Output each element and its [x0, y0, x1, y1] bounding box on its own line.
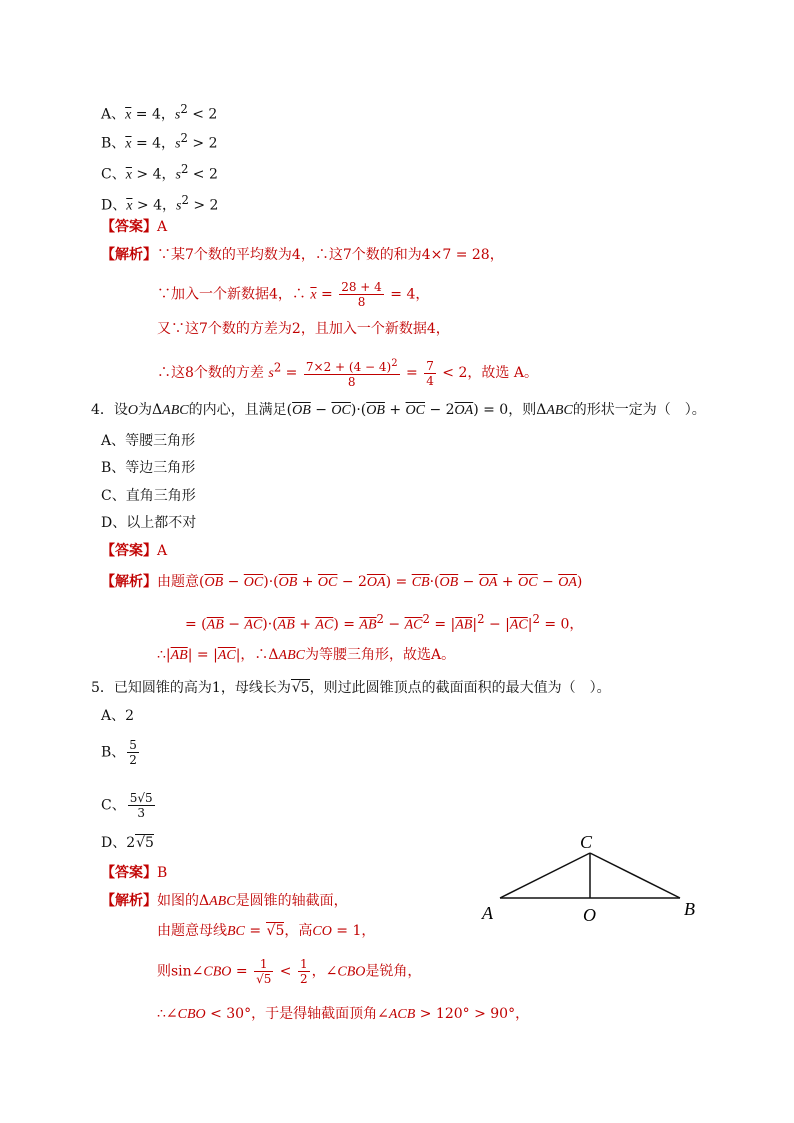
q5-option-c: C、 $\frac{5√5}{3}$: [101, 791, 153, 820]
q5-option-b: B、 $\frac{5}{2}$: [101, 738, 137, 767]
q5-analysis-3: 则sin∠CBO = $\frac{1}{√5}$ < $\frac{1}{2}$ ，∠CBO是锐角，: [157, 957, 422, 986]
q5-analysis-4: ∴∠CBO < 30°，于是得轴截面顶角∠ACB > 120° > 90°，: [157, 1006, 530, 1022]
segment-ac: [500, 853, 590, 898]
q5-option-a: A、2: [101, 708, 135, 724]
answer-tag: 【答案】: [101, 219, 157, 235]
q3-analysis-4: ∴这8个数的方差 $s^2$ = $\frac{7\times 2 + (4 - 4)^2}{8}$ = $\frac{7}{4}$ < 2，故选 A。: [157, 358, 538, 389]
q4-option-b: B、等边三角形: [101, 460, 196, 476]
q4-answer: 【答案】A: [101, 543, 168, 559]
q3-option-a: A、$\overline{x} = 4$，$s^2 < 2$: [101, 102, 218, 123]
q3-option-d: D、$\overline{x} > 4$，$s^2 > 2$: [101, 193, 219, 214]
label-b: B: [684, 899, 695, 919]
q3-option-c: C、$\overline{x} > 4$，$s^2 < 2$: [101, 162, 218, 183]
segment-cb: [590, 853, 680, 898]
analysis-tag: 【解析】: [101, 247, 157, 263]
q3-answer: [101, 217, 167, 237]
q5-analysis-2: 由题意母线BC = √5，高CO = 1，: [157, 923, 376, 939]
q3-analysis-3: 又∵这7个数的方差为2，且加入一个新数据4，: [157, 321, 450, 337]
cone-axial-section-figure: [470, 828, 710, 928]
q3-option-b: B、$\overline{x} = 4$，$s^2 > 2$: [101, 131, 218, 152]
q5-stem: 5．已知圆锥的高为1，母线长为√5，则过此圆锥顶点的截面面积的最大值为（ ）。: [91, 680, 611, 696]
label-a: A: [482, 903, 493, 923]
q4-option-a: A、等腰三角形: [101, 433, 196, 449]
q5-answer: 【答案】B: [101, 865, 168, 881]
label-o: O: [583, 905, 596, 925]
q4-analysis-2: = $(\overline{AB} - \overline{AC})\cdot(\overline{AB} + \overline{AC}) = \overline{AB}^2 - \overline{AC}^2 = |\overline{AB}|^2 - |\overline{AC}|^2 = 0$，: [185, 612, 584, 633]
q4-option-d: D、以上都不对: [101, 515, 197, 531]
q4-analysis-1: 【解析】由题意$(\overline{OB} - \overline{OC})\cdot(\overline{OB} + \overline{OC} - 2\overline{OA}) = \overline{CB}\cdot(\overline{OB} - \overline{OA} + \overline{OC} - \overline{OA})$: [101, 574, 583, 590]
q5-option-d: D、2√5: [101, 835, 154, 851]
label-c: C: [580, 832, 593, 852]
q3-analysis-1: 【解析】∵某7个数的平均数为4，∴这7个数的和为4×7 = 28，: [101, 247, 504, 263]
q4-analysis-3: $\therefore|\overline{AB}| = |\overline{AC}|$，∴ΔABC为等腰三角形，故选A。: [157, 647, 456, 663]
q5-analysis-1: 【解析】如图的ΔABC是圆锥的轴截面，: [101, 893, 348, 909]
answer-value: A: [157, 219, 168, 235]
q4-stem: 4．设O为ΔABC的内心，且满足$(\overline{OB} - \overline{OC})\cdot(\overline{OB} + \overline{OC} - 2\overline{OA}) = 0$，则ΔABC的形状一定为（ ）。: [91, 402, 706, 418]
q4-option-c: C、直角三角形: [101, 488, 196, 504]
q3-analysis-2: ∵加入一个新数据4，∴ $\overline{x}$ = $\frac{28 + 4}{8}$ = 4，: [157, 280, 430, 309]
